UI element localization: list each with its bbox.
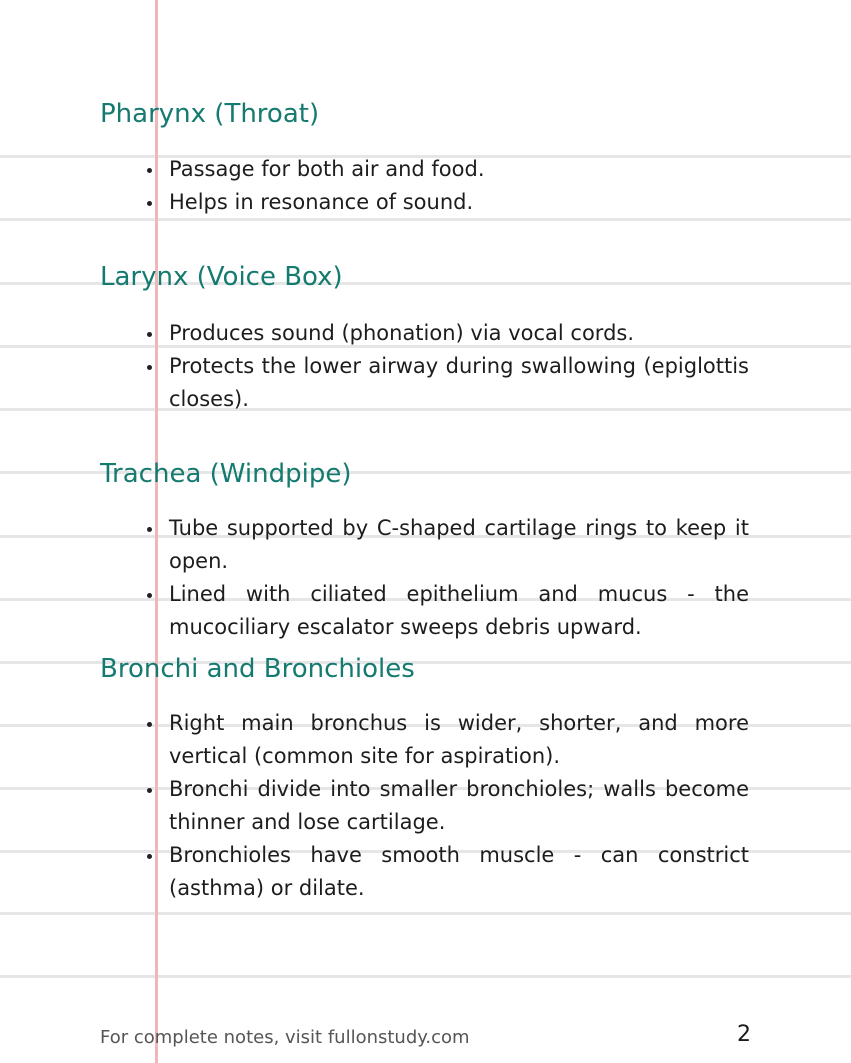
bullet-text: Tube supported by C-shaped cartilage rings to keep it open. <box>169 516 749 573</box>
bullet-list-trachea <box>143 512 749 644</box>
list-item <box>143 578 749 644</box>
section-heading-trachea: Trachea (Windpipe) <box>100 459 352 489</box>
list-item <box>143 186 749 219</box>
bullet-text: Bronchioles have smooth muscle - can constrict (asthma) or dilate. <box>169 843 749 900</box>
bullet-text: Bronchi divide into smaller bronchioles; walls become thinner and lose cartilage. <box>169 777 749 834</box>
list-item <box>143 839 749 905</box>
bullet-icon <box>147 722 152 727</box>
ruled-line <box>0 975 851 978</box>
bullet-icon <box>147 168 152 173</box>
list-item <box>143 153 749 186</box>
bullet-icon <box>147 527 152 532</box>
bullet-list-bronchi <box>143 707 749 905</box>
bullet-text: Produces sound (phonation) via vocal cords. <box>169 321 635 345</box>
list-item <box>143 512 749 578</box>
section-heading-bronchi: Bronchi and Bronchioles <box>100 654 415 684</box>
bullet-icon <box>147 854 152 859</box>
bullet-icon <box>147 365 152 370</box>
bullet-text: Right main bronchus is wider, shorter, and more vertical (common site for aspiration). <box>169 711 749 768</box>
bullet-list-larynx <box>143 317 749 416</box>
footer-note: For complete notes, visit fullonstudy.com <box>100 1027 470 1048</box>
ruled-line <box>0 912 851 915</box>
bullet-icon <box>147 332 152 337</box>
bullet-text: Helps in resonance of sound. <box>169 190 474 214</box>
page-number: 2 <box>737 1022 751 1047</box>
bullet-text: Protects the lower airway during swallowing (epiglottis closes). <box>169 354 749 411</box>
bullet-text: Lined with ciliated epithelium and mucus - the mucociliary escalator sweeps debris upward. <box>169 582 749 639</box>
section-heading-larynx: Larynx (Voice Box) <box>100 262 343 292</box>
list-item <box>143 773 749 839</box>
bullet-icon <box>147 593 152 598</box>
bullet-list-pharynx <box>143 153 749 219</box>
bullet-icon <box>147 788 152 793</box>
list-item <box>143 350 749 416</box>
section-heading-pharynx: Pharynx (Throat) <box>100 99 320 129</box>
bullet-text: Passage for both air and food. <box>169 157 485 181</box>
list-item <box>143 707 749 773</box>
list-item <box>143 317 749 350</box>
bullet-icon <box>147 201 152 206</box>
